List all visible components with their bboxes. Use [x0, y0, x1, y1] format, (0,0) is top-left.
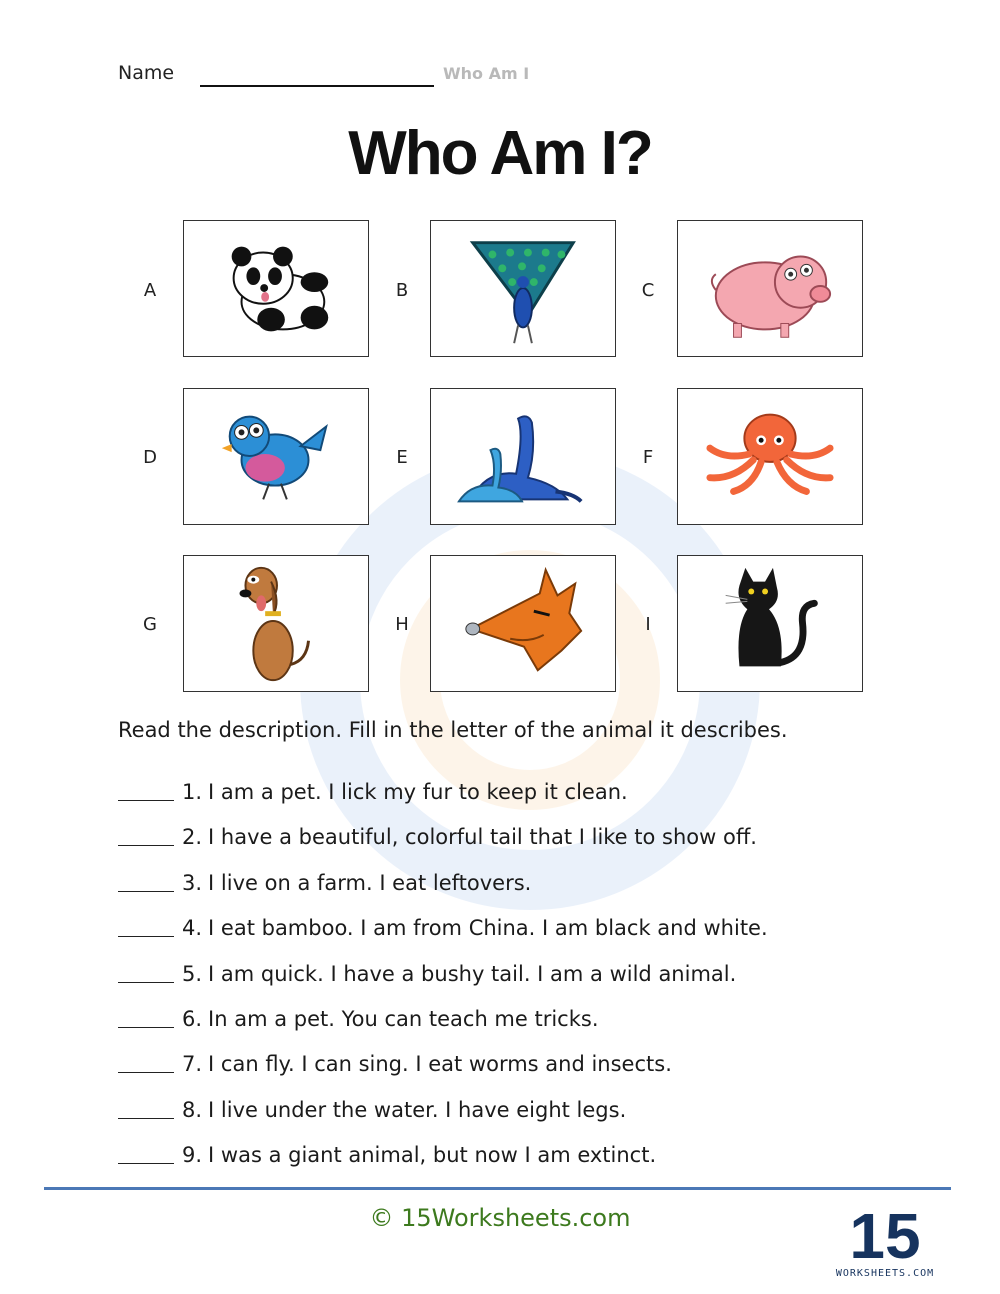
question-item [118, 1143, 918, 1188]
question-item [118, 871, 918, 916]
question-text: I was a giant animal, but now I am extinct. [208, 1143, 657, 1168]
question-item [118, 916, 918, 961]
letter-label-g: G [143, 614, 157, 635]
answer-blank[interactable] [118, 1143, 174, 1164]
question-number: 6. [182, 1006, 203, 1031]
answer-blank[interactable] [118, 1007, 174, 1028]
letter-label-e: E [396, 447, 408, 468]
answer-blank[interactable] [118, 871, 174, 892]
question-number: 9. [182, 1143, 203, 1168]
worksheets-logo [832, 1200, 938, 1280]
octopus-icon [678, 389, 862, 524]
letter-label-a: A [143, 280, 157, 301]
instruction-text: Read the description. Fill in the letter of the animal it describes. [118, 718, 788, 742]
letter-label-f: F [642, 447, 654, 468]
question-item [118, 780, 918, 825]
question-number: 1. [182, 780, 203, 804]
fox-icon [431, 556, 615, 691]
dinosaur-icon [431, 389, 615, 524]
name-label: Name [118, 62, 175, 84]
logo-number: 15 [849, 1200, 921, 1272]
question-list [118, 780, 918, 1189]
question-text: I have a beautiful, colorful tail that I like to show off. [208, 825, 757, 850]
picture-frame-d [183, 388, 369, 525]
question-number: 7. [182, 1052, 203, 1077]
answer-blank[interactable] [118, 1098, 174, 1119]
panda-icon [184, 221, 368, 356]
dog-icon [184, 556, 368, 691]
letter-label-b: B [395, 280, 409, 301]
picture-frame-c [677, 220, 863, 357]
question-text: In am a pet. You can teach me tricks. [208, 1006, 599, 1031]
question-number: 5. [182, 961, 203, 986]
question-text: I can fly. I can sing. I eat worms and insects. [208, 1052, 672, 1077]
question-text: I live under the water. I have eight legs. [208, 1097, 627, 1122]
picture-frame-f [677, 388, 863, 525]
letter-label-i: I [645, 614, 651, 635]
pig-icon [678, 221, 862, 356]
answer-blank[interactable] [118, 1052, 174, 1073]
picture-frame-a [183, 220, 369, 357]
question-item [118, 825, 918, 870]
question-item [118, 1052, 918, 1097]
question-item [118, 1007, 918, 1052]
letter-label-d: D [143, 447, 157, 468]
answer-blank[interactable] [118, 916, 174, 937]
bird-icon [184, 389, 368, 524]
picture-frame-i [677, 555, 863, 692]
picture-frame-b [430, 220, 616, 357]
question-number: 2. [182, 825, 203, 850]
question-text: I live on a farm. I eat leftovers. [208, 870, 532, 895]
sheet-tag: Who Am I [443, 64, 530, 83]
letter-label-h: H [395, 614, 409, 635]
answer-blank[interactable] [118, 962, 174, 983]
copyright-text: © 15Worksheets.com [369, 1204, 631, 1232]
question-text: I eat bamboo. I am from China. I am black and white. [208, 916, 768, 941]
answer-blank[interactable] [118, 780, 174, 801]
answer-blank[interactable] [118, 825, 174, 846]
question-text: I am a pet. I lick my fur to keep it clean. [208, 780, 628, 804]
footer-divider [44, 1187, 951, 1190]
picture-frame-e [430, 388, 616, 525]
logo-caption: WORKSHEETS.COM [835, 1268, 935, 1279]
picture-frame-h [430, 555, 616, 692]
page-title: Who Am I? [348, 119, 652, 188]
cat-icon [678, 556, 862, 691]
peacock-icon [431, 221, 615, 356]
letter-label-c: C [641, 280, 655, 301]
question-number: 4. [182, 916, 203, 941]
question-text: I am quick. I have a bushy tail. I am a wild animal. [208, 961, 737, 986]
question-number: 8. [182, 1097, 203, 1122]
question-item [118, 1098, 918, 1143]
picture-frame-g [183, 555, 369, 692]
question-number: 3. [182, 870, 203, 895]
question-item [118, 962, 918, 1007]
